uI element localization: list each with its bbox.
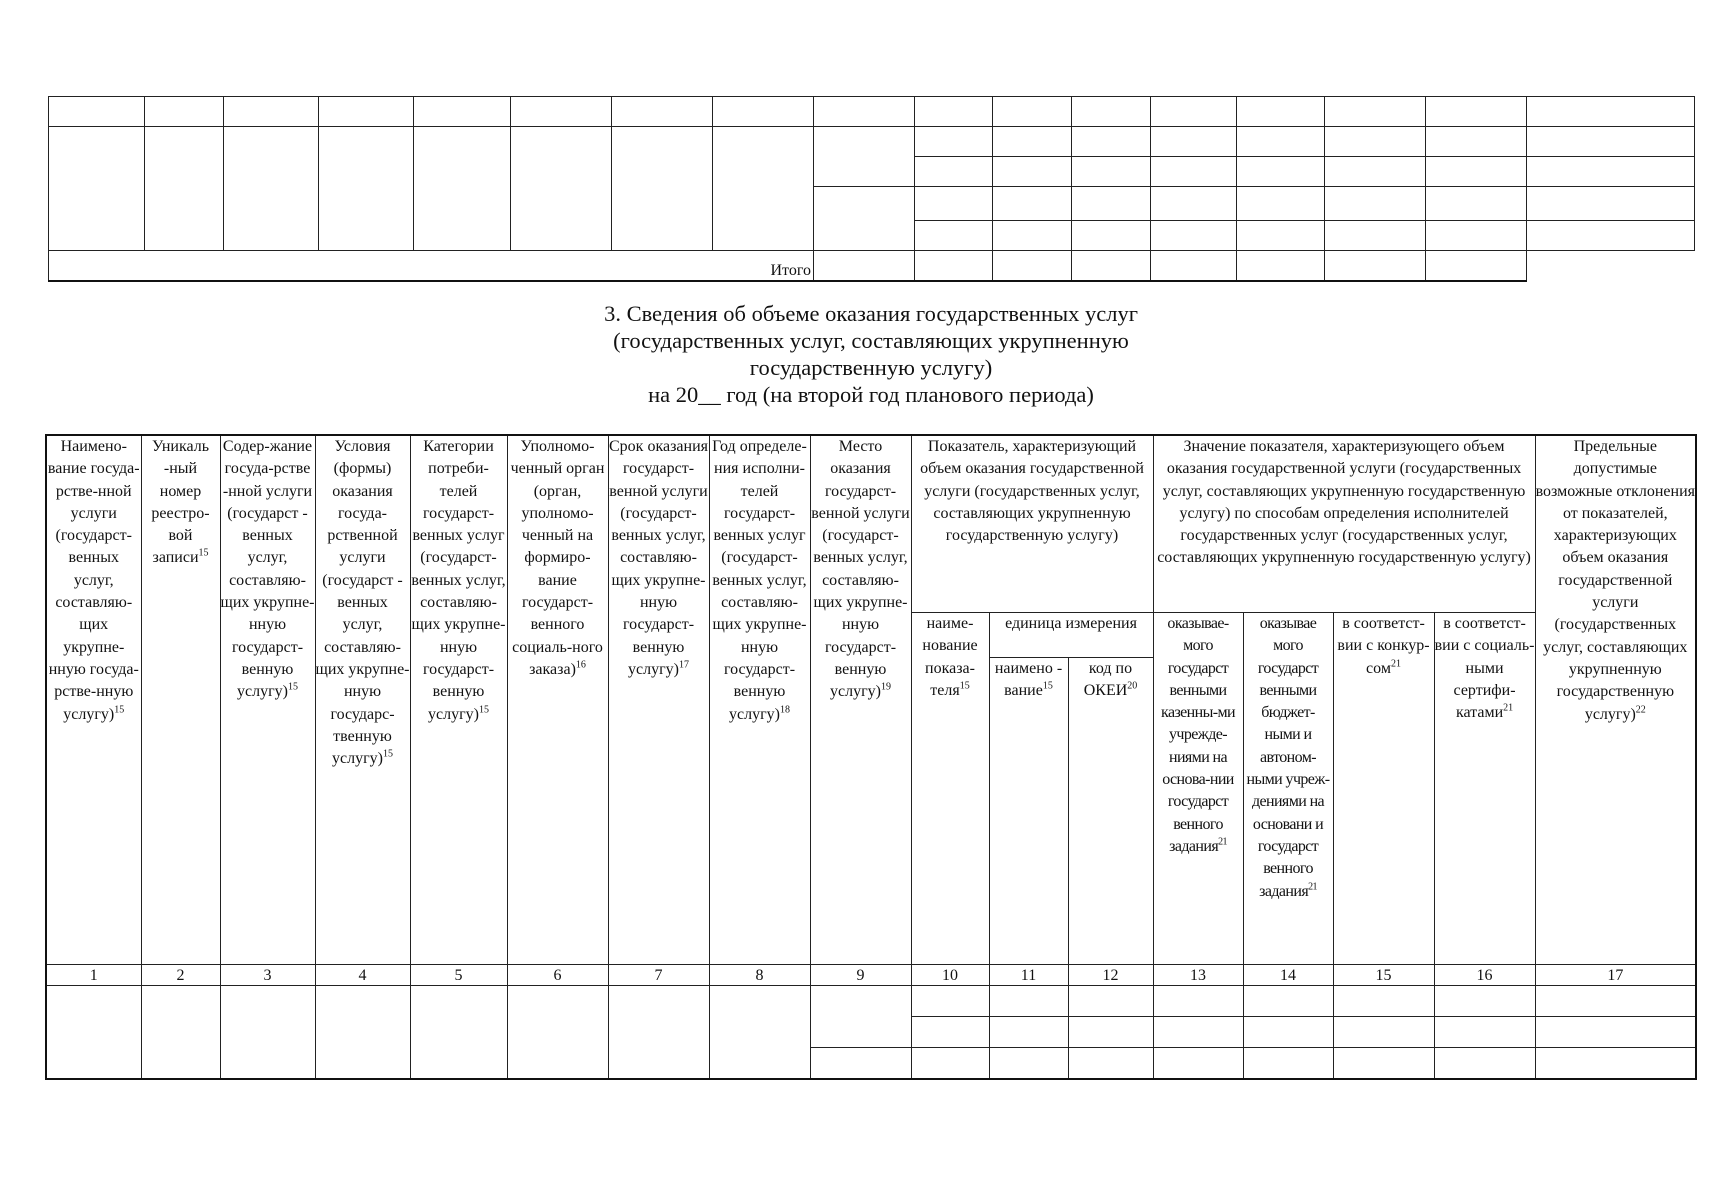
header-cell [220, 435, 315, 965]
header-label: Показатель, характеризующий объем оказания государственной услуги (государственных услуг, составляющих укрупненную государственную услугу) [920, 438, 1144, 545]
previous-section-table [48, 96, 1695, 282]
column-number: 1 [46, 965, 141, 986]
header-label: Наимено-вание госуда-рстве-нной услуги (государст-венных услуг, составляю-щих укрупне-нную госуда-рстве-нную услугу) [47, 438, 140, 723]
itogo-label: Итого [49, 251, 814, 282]
header-cell [911, 613, 989, 965]
footnote-ref: 15 [1042, 680, 1053, 692]
footnote-ref: 18 [779, 704, 790, 716]
data-cell[interactable] [141, 986, 220, 1080]
header-cell [1068, 658, 1153, 965]
data-cell[interactable] [1434, 1017, 1535, 1048]
header-cell [410, 435, 507, 965]
header-cell [608, 435, 709, 965]
data-cell[interactable] [989, 1048, 1068, 1080]
data-cell[interactable] [911, 1048, 989, 1080]
footnote-ref: 16 [575, 659, 586, 671]
data-cell[interactable] [1068, 986, 1153, 1017]
header-label: Условия (формы) оказания госуда-рственной услуги (государст - венных услуг, составляю-щих укрупне-нную государс-твенную услугу) [315, 438, 410, 768]
header-group-value [1153, 435, 1535, 613]
column-number-row [46, 965, 1696, 986]
footnote-ref: 21 [1218, 836, 1227, 848]
header-cell [709, 435, 810, 965]
footnote-ref: 21 [1308, 881, 1317, 893]
header-label: Уникаль -ный номер реестро-вой записи [151, 438, 210, 567]
column-number: 9 [810, 965, 911, 986]
volume-table [45, 434, 1697, 1080]
header-cell [1434, 613, 1535, 965]
column-number: 15 [1333, 965, 1434, 986]
header-label: в соответст-вии с социаль-ными сертифи-катами [1434, 615, 1535, 722]
data-cell[interactable] [810, 1048, 911, 1080]
data-cell[interactable] [1243, 1017, 1333, 1048]
data-cell[interactable] [1068, 1017, 1153, 1048]
header-label: оказывае-мого государст венными казенны-ми учрежде-ниями на основа-нии государст венного задания [1161, 615, 1235, 855]
table-row [49, 97, 1695, 127]
header-label: Уполномо-ченный орган (орган, уполномо-ченный на формиро-вание государст-венного социаль-ного заказа) [510, 438, 605, 678]
header-label: Значение показателя, характеризующего объем оказания государственной услуги (государственных услуг, составляющих укрупненную государственную услугу) по способам определения исполнителей государственных услуг (государственных услуг, составляющих укрупненную государственную услугу) [1157, 438, 1531, 567]
footnote-ref: 15 [382, 748, 393, 760]
footnote-ref: 21 [1503, 702, 1514, 714]
column-number: 14 [1243, 965, 1333, 986]
data-cell[interactable] [911, 1017, 989, 1048]
footnote-ref: 15 [114, 704, 125, 716]
data-cell[interactable] [1153, 986, 1243, 1017]
footnote-ref: 20 [1127, 680, 1138, 692]
footnote-ref: 19 [880, 681, 891, 693]
header-label: наимено - вание [994, 660, 1063, 700]
footnote-ref: 15 [287, 681, 298, 693]
header-group-indicator [911, 435, 1153, 613]
footnote-ref: 17 [678, 659, 689, 671]
data-cell[interactable] [1434, 1048, 1535, 1080]
footnote-ref: 15 [959, 680, 970, 692]
data-cell[interactable] [410, 986, 507, 1080]
header-label: Срок оказания государст-венной услуги (государст-венных услуг, составляю-щих укрупне-нную государст-венную услугу) [609, 438, 708, 678]
header-label: Категории потреби-телей государст-венных услуг (государст-венных услуг, составляю-щих укрупне-нную государст-венную услугу) [411, 438, 506, 723]
header-label: Содер-жание госуда-рстве -нной услуги (государст - венных услуг, составляю-щих укрупне-нную государст-венную услугу) [220, 438, 315, 701]
data-cell[interactable] [1434, 986, 1535, 1017]
table-row [46, 986, 1696, 1017]
data-cell[interactable] [1153, 1048, 1243, 1080]
data-cell[interactable] [1333, 1017, 1434, 1048]
column-number: 4 [315, 965, 410, 986]
header-label: наиме-нование показа-теля [922, 615, 978, 699]
column-number: 13 [1153, 965, 1243, 986]
header-group-unit [989, 613, 1153, 658]
data-cell[interactable] [46, 986, 141, 1080]
header-cell [1153, 613, 1243, 965]
footnote-ref: 22 [1635, 704, 1646, 716]
column-number: 17 [1535, 965, 1696, 986]
header-cell [141, 435, 220, 965]
data-cell[interactable] [220, 986, 315, 1080]
data-cell[interactable] [989, 986, 1068, 1017]
footnote-ref: 15 [478, 704, 489, 716]
header-cell [1243, 613, 1333, 965]
header-label: оказывае мого государст венными бюджет-ными и автоном-ными учреж-дениями на основани и государст венного задания [1246, 615, 1330, 900]
column-number: 16 [1434, 965, 1535, 986]
column-number: 11 [989, 965, 1068, 986]
table-header-row [46, 435, 1696, 613]
data-cell[interactable] [1243, 986, 1333, 1017]
header-cell [46, 435, 141, 965]
header-label: единица измерения [1005, 615, 1137, 632]
data-cell[interactable] [911, 986, 989, 1017]
section-title [48, 300, 1694, 408]
data-cell[interactable] [1243, 1048, 1333, 1080]
data-cell[interactable] [810, 986, 911, 1048]
section-title-line: на 20__ год (на второй год планового периода) [648, 382, 1094, 407]
data-cell[interactable] [709, 986, 810, 1080]
data-cell[interactable] [608, 986, 709, 1080]
header-label: Предельные допустимые возможные отклонения от показателей, характеризующих объем оказания государственной услуги (государственных услуг, составляющих укрупненную государственную услугу) [1535, 438, 1696, 723]
column-number: 7 [608, 965, 709, 986]
data-cell[interactable] [1535, 986, 1696, 1017]
column-number: 3 [220, 965, 315, 986]
header-cell [810, 435, 911, 965]
data-cell[interactable] [315, 986, 410, 1080]
header-label: Место оказания государст-венной услуги (государст-венных услуг, составляю-щих укрупне-нную государст-венную услугу) [811, 438, 910, 701]
header-cell [315, 435, 410, 965]
column-number: 8 [709, 965, 810, 986]
column-number: 6 [507, 965, 608, 986]
data-cell[interactable] [507, 986, 608, 1080]
column-number: 12 [1068, 965, 1153, 986]
column-number: 2 [141, 965, 220, 986]
data-cell[interactable] [1535, 1017, 1696, 1048]
data-cell[interactable] [989, 1017, 1068, 1048]
section-title-line: (государственных услуг, составляющих укрупненную [613, 328, 1129, 353]
data-cell[interactable] [1333, 1048, 1434, 1080]
footnote-ref: 21 [1390, 658, 1401, 670]
data-cell[interactable] [1333, 986, 1434, 1017]
data-cell[interactable] [1068, 1048, 1153, 1080]
itogo-row [49, 251, 1695, 282]
header-cell [1535, 435, 1696, 965]
header-cell [1333, 613, 1434, 965]
column-number: 10 [911, 965, 989, 986]
data-cell[interactable] [1535, 1048, 1696, 1080]
header-label: код по ОКЕИ [1083, 660, 1133, 700]
section-title-line: 3. Сведения об объеме оказания государственных услуг [604, 301, 1138, 326]
header-cell [507, 435, 608, 965]
footnote-ref: 15 [198, 548, 209, 560]
column-number: 5 [410, 965, 507, 986]
section-title-line: государственную услугу) [749, 355, 993, 380]
header-label: в соответст-вии с конкур-сом [1337, 615, 1430, 677]
header-cell [989, 658, 1068, 965]
table-row [49, 127, 1695, 157]
data-cell[interactable] [1153, 1017, 1243, 1048]
header-label: Год определе-ния исполни-телей государст-венных услуг (государст-венных услуг, составляю-щих укрупне-нную государст-венную услугу) [712, 438, 807, 723]
